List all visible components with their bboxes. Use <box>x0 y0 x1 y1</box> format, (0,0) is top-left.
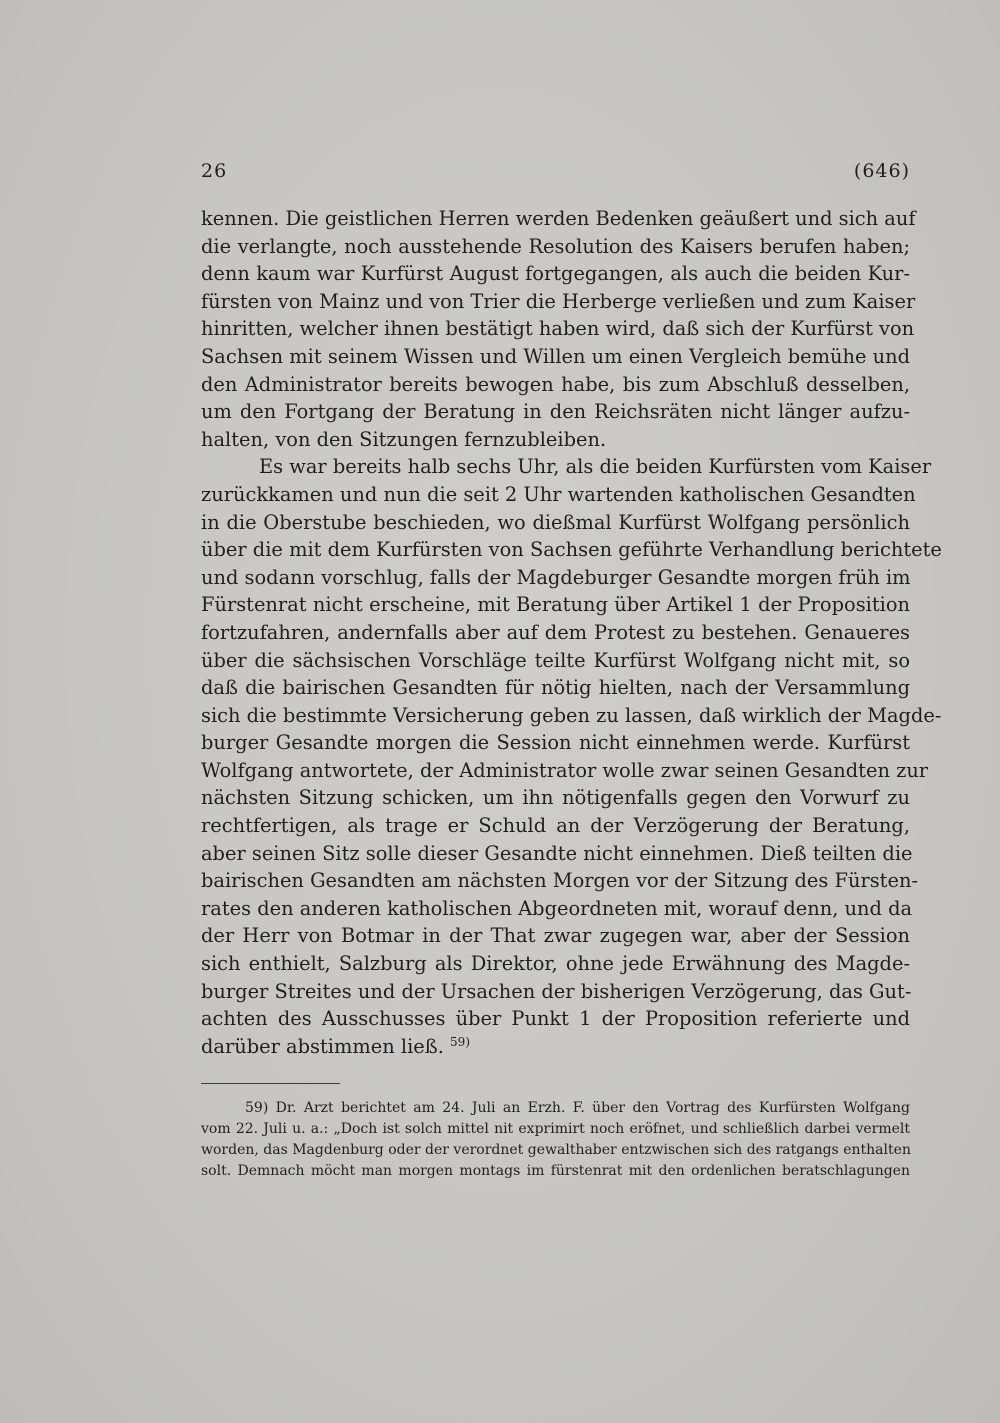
text-line: der Herr von Botmar in der That zwar zugegen war, aber der Session <box>201 924 910 948</box>
text-line: hinritten, welcher ihnen bestätigt haben wird, daß sich der Kurfürst von <box>201 317 915 341</box>
text-line: um den Fortgang der Beratung in den Reichsräten nicht länger aufzu- <box>201 400 910 424</box>
text-line: bairischen Gesandten am nächsten Morgen vor der Sitzung des Fürsten- <box>201 869 918 893</box>
text-line: sich enthielt, Salzburg als Direktor, ohne jede Erwähnung des Magde- <box>201 952 910 976</box>
text-line: burger Gesandte morgen die Session nicht einnehmen werde. Kurfürst <box>201 731 910 755</box>
text-line: den Administrator bereits bewogen habe, bis zum Abschluß desselben, <box>201 372 910 396</box>
text-line: achten des Ausschusses über Punkt 1 der Proposition referierte und <box>201 1007 910 1031</box>
text-line: über die sächsischen Vorschläge teilte Kurfürst Wolfgang nicht mit, so <box>201 648 910 672</box>
text-line: und sodann vorschlug, falls der Magdeburger Gesandte morgen früh im <box>201 565 911 589</box>
text-line: halten, von den Sitzungen fernzubleiben. <box>201 427 607 451</box>
text-line: rates den anderen katholischen Abgeordneten mit, worauf denn, und da <box>201 896 913 920</box>
footnote-divider <box>201 1083 340 1084</box>
text-line: Es war bereits halb sechs Uhr, als die beiden Kurfürsten vom Kaiser <box>259 455 932 479</box>
text-line: Wolfgang antwortete, der Administrator wolle zwar seinen Gesandten zur <box>201 758 929 782</box>
text-line: zurückkamen und nun die seit 2 Uhr wartenden katholischen Gesandten <box>201 482 916 506</box>
text-line: über die mit dem Kurfürsten von Sachsen geführte Verhandlung berichtete <box>201 538 942 562</box>
text-line: kennen. Die geistlichen Herren werden Bedenken geäußert und sich auf <box>201 207 916 230</box>
page-number: 26 <box>201 160 228 182</box>
footnote-section <box>201 1098 910 1182</box>
page-reference: (646) <box>853 160 910 182</box>
footnote-line: 59) Dr. Arzt berichtet am 24. Juli an Erzh. F. über den Vortrag des Kurfürsten Wolfgang <box>245 1100 910 1116</box>
text-line: nächsten Sitzung schicken, um ihn nötigenfalls gegen den Vorwurf zu <box>201 786 910 810</box>
last-line-text: darüber abstimmen ließ. <box>201 1034 444 1058</box>
page-header <box>201 160 910 186</box>
text-line: Fürstenrat nicht erscheine, mit Beratung über Artikel 1 der Proposition <box>201 593 910 617</box>
text-line: denn kaum war Kurfürst August fortgegangen, als auch die beiden Kur- <box>201 262 910 286</box>
footnote-line: worden, das Magdenburg oder der verordnet gewalthaber entzwischen sich des ratgangs enthalten <box>201 1142 911 1158</box>
text-line: fortzufahren, andernfalls aber auf dem Protest zu bestehen. Genaueres <box>201 620 910 644</box>
text-line: aber seinen Sitz solle dieser Gesandte nicht einnehmen. Dieß teilten die <box>201 841 913 865</box>
text-line: rechtfertigen, als trage er Schuld an der Verzögerung der Beratung, <box>201 814 910 838</box>
text-line-last <box>201 1033 910 1061</box>
text-line: daß die bairischen Gesandten für nötig hielten, nach der Versammlung <box>201 676 910 700</box>
footnote-line: vom 22. Juli u. a.: „Doch ist solch mittel nit exprimirt noch eröfnet, und schließlich darbei vermelt <box>201 1121 910 1137</box>
text-line: Sachsen mit seinem Wissen und Willen um einen Vergleich bemühe und <box>201 344 911 368</box>
footnote-reference[interactable]: 59) <box>450 1034 470 1049</box>
text-line: sich die bestimmte Versicherung geben zu lassen, daß wirklich der Magde- <box>201 703 942 727</box>
text-line: burger Streites und der Ursachen der bisherigen Verzögerung, das Gut- <box>201 979 912 1003</box>
footnote-line: solt. Demnach möcht man morgen montags im fürstenrat mit den ordenlichen beratschlagungen <box>201 1163 910 1179</box>
text-line: in die Oberstube beschieden, wo dießmal Kurfürst Wolfgang persönlich <box>201 510 910 534</box>
main-text <box>201 205 942 1060</box>
text-line: fürsten von Mainz und von Trier die Herberge verließen und zum Kaiser <box>201 289 916 313</box>
text-line: die verlangte, noch ausstehende Resolution des Kaisers berufen haben; <box>201 234 910 258</box>
